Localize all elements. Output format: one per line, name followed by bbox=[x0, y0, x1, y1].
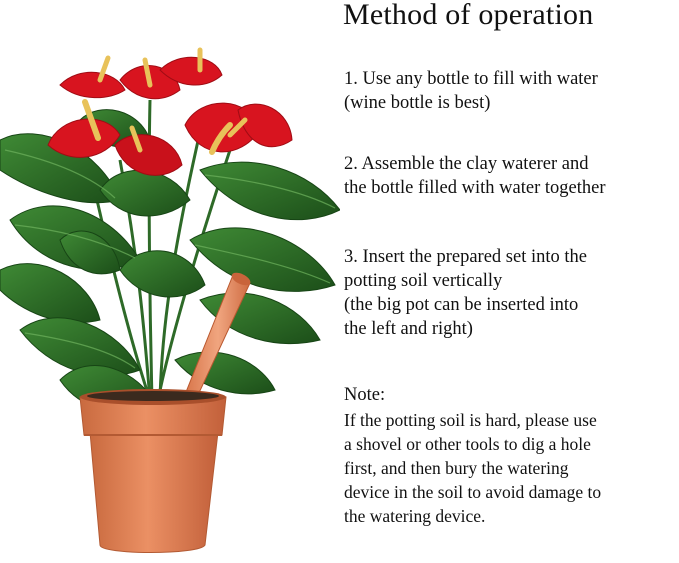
plant-pot-illustration bbox=[0, 40, 340, 563]
flower-1 bbox=[60, 58, 125, 98]
flowers bbox=[48, 50, 292, 175]
instruction-step-1: 1. Use any bottle to fill with water (wine bottle is best) bbox=[344, 69, 598, 113]
instruction-step-3: 3. Insert the prepared set into the potting soil vertically (the big pot can be inserted into the left and right) bbox=[344, 247, 587, 339]
note-text: If the potting soil is hard, please use a shovel or other tools to dig a hole first, and then bury the watering device in the soil to avoid damage to the watering device. bbox=[344, 410, 602, 526]
page-title: Method of operation bbox=[343, 0, 594, 31]
terracotta-pot bbox=[80, 389, 226, 553]
note-label: Note: bbox=[344, 385, 386, 405]
instruction-step-2: 2. Assemble the clay waterer and the bottle filled with water together bbox=[344, 154, 606, 198]
